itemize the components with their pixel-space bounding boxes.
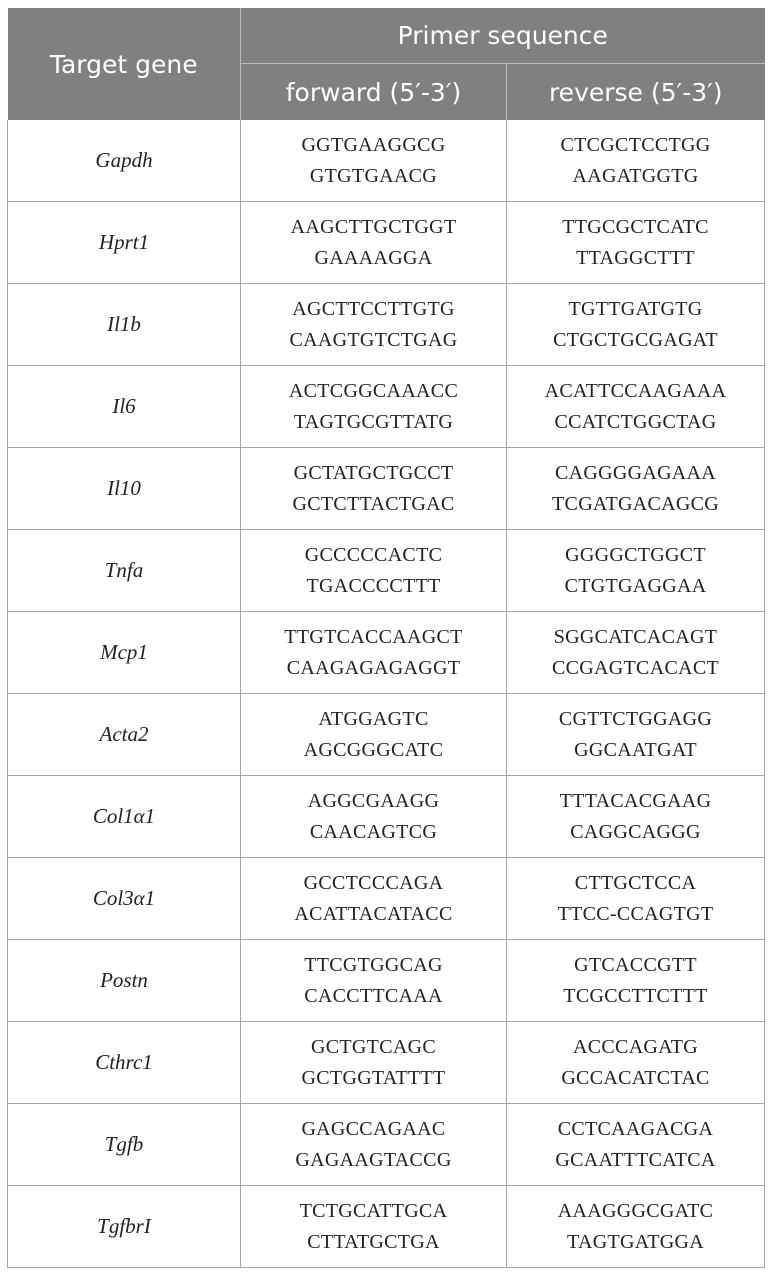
gene-name-cell: Il1b xyxy=(8,284,241,366)
forward-primer-cell xyxy=(241,1104,507,1186)
sequence-line: AAGCTTGCTGGT xyxy=(290,215,457,238)
table-header xyxy=(8,8,765,120)
sequence-line: GCTCTTACTGAC xyxy=(292,492,455,515)
reverse-primer-cell xyxy=(507,202,765,284)
sequence-line: CACCTTCAAA xyxy=(304,984,443,1007)
sequence-line: ACATTACATACC xyxy=(294,902,453,925)
reverse-primer-cell xyxy=(507,694,765,776)
forward-primer-cell xyxy=(241,694,507,776)
sequence-line: CTGTGAGGAA xyxy=(564,574,707,597)
sequence-line: TAGTGATGGA xyxy=(567,1230,704,1253)
table-row xyxy=(8,448,765,530)
forward-primer-cell xyxy=(241,284,507,366)
reverse-primer-cell xyxy=(507,530,765,612)
table-row xyxy=(8,1186,765,1268)
sequence-line: CTGCTGCGAGAT xyxy=(553,328,718,351)
sequence-line: CAAGTGTCTGAG xyxy=(289,328,458,351)
gene-name-cell: TgfbrI xyxy=(8,1186,241,1268)
sequence-line: TTGTCACCAAGCT xyxy=(284,625,463,648)
sequence-line: CAACAGTCG xyxy=(309,820,438,843)
sequence-line: GTCACCGTT xyxy=(574,953,697,976)
sequence-line: ATGGAGTC xyxy=(318,707,429,730)
forward-primer-cell xyxy=(241,366,507,448)
table-row xyxy=(8,366,765,448)
gene-name-cell: Postn xyxy=(8,940,241,1022)
table-row xyxy=(8,120,765,202)
sequence-line: ACTCGGCAAACC xyxy=(288,379,459,402)
sequence-line: TTAGGCTTT xyxy=(576,246,695,269)
gene-name-cell: Cthrc1 xyxy=(8,1022,241,1104)
sequence-line: CCATCTGGCTAG xyxy=(554,410,717,433)
sequence-line: GCTGTCAGC xyxy=(311,1035,436,1058)
sequence-line: GAAAAGGA xyxy=(314,246,433,269)
forward-primer-cell xyxy=(241,1186,507,1268)
reverse-primer-cell xyxy=(507,940,765,1022)
gene-name-cell: Col1α1 xyxy=(8,776,241,858)
reverse-primer-cell xyxy=(507,366,765,448)
sequence-line: CAGGGGAGAAA xyxy=(554,461,717,484)
table-row xyxy=(8,940,765,1022)
sequence-line: TTCC-CCAGTGT xyxy=(557,902,714,925)
sequence-line: ACATTCCAAGAAA xyxy=(544,379,727,402)
table-row xyxy=(8,1022,765,1104)
sequence-line: CAGGCAGGG xyxy=(570,820,701,843)
forward-primer-cell xyxy=(241,448,507,530)
reverse-primer-cell xyxy=(507,448,765,530)
gene-name-cell: Acta2 xyxy=(8,694,241,776)
sequence-line: GTGTGAACG xyxy=(309,164,438,187)
sequence-line: GGGGCTGGCT xyxy=(565,543,706,566)
reverse-primer-cell xyxy=(507,858,765,940)
sequence-line: GCAATTTCATCA xyxy=(555,1148,716,1171)
header-target-gene: Target gene xyxy=(8,8,241,120)
reverse-primer-cell xyxy=(507,612,765,694)
sequence-line: TTCGTGGCAG xyxy=(304,953,443,976)
table-row xyxy=(8,284,765,366)
reverse-primer-cell xyxy=(507,776,765,858)
sequence-line: CTTATGCTGA xyxy=(307,1230,440,1253)
sequence-line: CTTGCTCCA xyxy=(574,871,697,894)
gene-name-cell: Mcp1 xyxy=(8,612,241,694)
sequence-line: GCCTCCCAGA xyxy=(303,871,444,894)
forward-primer-cell xyxy=(241,530,507,612)
sequence-line: TCGATGACAGCG xyxy=(552,492,719,515)
table-row xyxy=(8,858,765,940)
sequence-line: CCGAGTCACACT xyxy=(552,656,719,679)
sequence-line: TCGCCTTCTTT xyxy=(563,984,708,1007)
sequence-line: GAGCCAGAAC xyxy=(301,1117,446,1140)
table-row xyxy=(8,776,765,858)
sequence-line: TGACCCCTTT xyxy=(306,574,441,597)
sequence-line: GCTATGCTGCCT xyxy=(293,461,454,484)
forward-primer-cell xyxy=(241,940,507,1022)
gene-name-cell: Gapdh xyxy=(8,120,241,202)
sequence-line: TTTACACGAAG xyxy=(559,789,712,812)
sequence-line: GGTGAAGGCG xyxy=(301,133,446,156)
table-row xyxy=(8,1104,765,1186)
sequence-line: AAAGGGCGATC xyxy=(557,1199,714,1222)
header-primer-sequence: Primer sequence xyxy=(241,8,765,64)
gene-name-cell: Tgfb xyxy=(8,1104,241,1186)
sequence-line: GGCAATGAT xyxy=(574,738,697,761)
reverse-primer-cell xyxy=(507,120,765,202)
sequence-line: TTGCGCTCATC xyxy=(562,215,709,238)
sequence-line: AGCTTCCTTGTG xyxy=(292,297,455,320)
primer-table xyxy=(7,8,765,1268)
reverse-primer-cell xyxy=(507,284,765,366)
sequence-line: CGTTCTGGAGG xyxy=(558,707,713,730)
gene-name-cell: Tnfa xyxy=(8,530,241,612)
forward-primer-cell xyxy=(241,1022,507,1104)
reverse-primer-cell xyxy=(507,1104,765,1186)
forward-primer-cell xyxy=(241,202,507,284)
sequence-line: CTCGCTCCTGG xyxy=(560,133,711,156)
sequence-line: AGGCGAAGG xyxy=(307,789,440,812)
forward-primer-cell xyxy=(241,120,507,202)
sequence-line: TGTTGATGTG xyxy=(568,297,703,320)
table-row xyxy=(8,530,765,612)
sequence-line: ACCCAGATG xyxy=(573,1035,698,1058)
table-row xyxy=(8,202,765,284)
gene-name-cell: Col3α1 xyxy=(8,858,241,940)
reverse-primer-cell xyxy=(507,1022,765,1104)
sequence-line: GCTGGTATTTT xyxy=(301,1066,446,1089)
sequence-line: AAGATGGTG xyxy=(572,164,699,187)
header-reverse: reverse (5′-3′) xyxy=(507,64,765,121)
sequence-line: TCTGCATTGCA xyxy=(299,1199,448,1222)
gene-name-cell: Hprt1 xyxy=(8,202,241,284)
forward-primer-cell xyxy=(241,858,507,940)
forward-primer-cell xyxy=(241,612,507,694)
gene-name-cell: Il6 xyxy=(8,366,241,448)
sequence-line: AGCGGGCATC xyxy=(303,738,444,761)
sequence-line: CCTCAAGACGA xyxy=(557,1117,714,1140)
reverse-primer-cell xyxy=(507,1186,765,1268)
table-row xyxy=(8,694,765,776)
sequence-line: SGGCATCACAGT xyxy=(553,625,718,648)
sequence-line: GAGAAGTACCG xyxy=(295,1148,452,1171)
sequence-line: GCCACATCTAC xyxy=(561,1066,710,1089)
sequence-line: TAGTGCGTTATG xyxy=(293,410,454,433)
header-forward: forward (5′-3′) xyxy=(241,64,507,121)
forward-primer-cell xyxy=(241,776,507,858)
table-row xyxy=(8,612,765,694)
gene-name-cell: Il10 xyxy=(8,448,241,530)
table-body xyxy=(8,120,765,1268)
sequence-line: CAAGAGAGAGGT xyxy=(286,656,461,679)
sequence-line: GCCCCCACTC xyxy=(304,543,443,566)
